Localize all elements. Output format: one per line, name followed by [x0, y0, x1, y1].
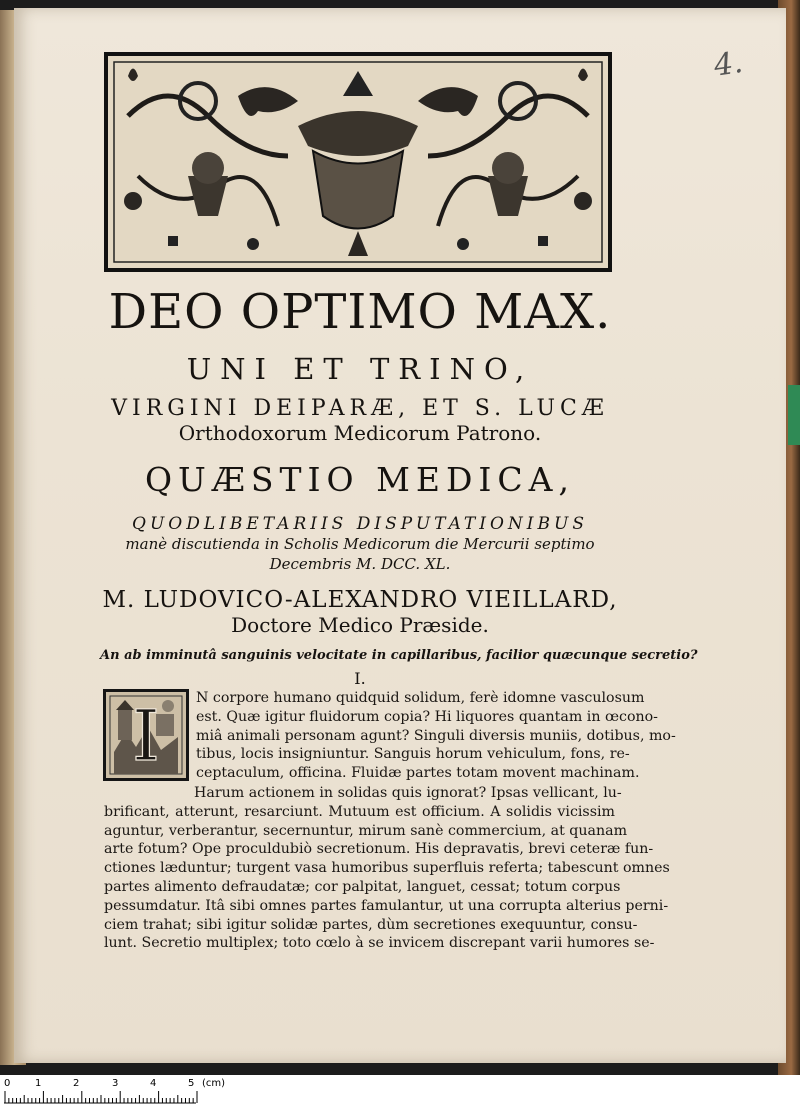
body-line: brificant, atterunt, resarciunt. Mutuum est officium. A solidis vicissim: [104, 803, 615, 820]
title-deo-optimo: DEO OPTIMO MAX.: [108, 284, 612, 340]
ruler-label-4: 4: [150, 1078, 157, 1089]
body-line: aguntur, verberantur, secernuntur, mirum sanè commercium, at quanam: [104, 822, 628, 839]
ruler-label-5: 5: [188, 1078, 195, 1089]
scale-ruler: [0, 1075, 800, 1108]
body-paragraph-part1: [196, 689, 676, 783]
body-line: partes alimento defraudatæ; cor palpitat, languet, cessat; totum corpus: [104, 878, 621, 895]
ruler-unit: (cm): [202, 1078, 226, 1089]
body-line: miâ animali personam agunt? Singuli diversis muniis, dotibus, mo-: [196, 727, 676, 744]
body-line: tibus, locis insigniuntur. Sanguis horum vehiculum, fons, re-: [196, 746, 630, 763]
body-line: pessumdatur. Itâ sibi omnes partes famulantur, ut una corrupta alterius perni-: [104, 897, 669, 914]
subtitle-date: Decembris M. DCC. XL.: [269, 555, 451, 573]
body-paragraph-part2: [104, 784, 670, 953]
thesis-question: An ab imminutâ sanguinis velocitate in capillaribus, facilior quæcunque secretio?: [100, 648, 698, 663]
folio-number: 4.: [711, 44, 745, 84]
title-quaestio-medica: QUÆSTIO MEDICA,: [144, 460, 576, 499]
body-line: arte fotum? Ope proculdubiò secretionum. His depravatis, brevi ceteræ fun-: [104, 841, 654, 858]
title-orthodoxorum: Orthodoxorum Medicorum Patrono.: [178, 421, 542, 445]
body-line: N corpore humano quidquid solidum, ferè idomne vasculosum: [196, 690, 645, 706]
body-line: ceptaculum, officina. Fluidæ partes totam movent machinam.: [196, 765, 640, 782]
initial-letter: I: [132, 695, 160, 777]
section-number: I.: [354, 669, 366, 688]
body-line: Harum actionem in solidas quis ignorat? Ipsas vellicant, lu-: [194, 785, 622, 801]
body-line: lunt. Secretio multiplex; toto cœlo à se invicem discrepant varii humores se-: [104, 935, 655, 952]
body-line: ciem trahat; sibi igitur solidæ partes, dùm secretiones exequuntur, consu-: [104, 916, 638, 933]
praeses-title: Doctore Medico Præside.: [231, 613, 489, 637]
ruler-label-0: 0: [4, 1078, 11, 1089]
praeses-name: M. LUDOVICO-ALEXANDRO VIEILLARD,: [102, 587, 618, 613]
subtitle-mane-discutienda: manè discutienda in Scholis Medicorum die Mercurii septimo: [125, 535, 595, 553]
ruler-label-1: 1: [35, 1078, 42, 1089]
title-virgini-deiparae: VIRGINI DEIPARÆ, ET S. LUCÆ: [111, 396, 609, 421]
ornamental-headpiece: [104, 52, 612, 272]
body-line: ctiones læduntur; turgent vasa humoribus superfluis referta; tabescunt omnes: [104, 860, 670, 877]
decorated-initial: [103, 689, 189, 781]
bookmark-tab: [788, 385, 800, 445]
body-line: est. Quæ igitur fluidorum copia? Hi liquores quantam in œcono-: [196, 708, 658, 725]
title-uni-et-trino: UNI ET TRINO,: [186, 352, 534, 386]
subtitle-quodlibetariis: QUODLIBETARIIS DISPUTATIONIBUS: [132, 514, 588, 534]
ruler-label-2: 2: [73, 1078, 80, 1089]
ruler-label-3: 3: [112, 1078, 119, 1089]
